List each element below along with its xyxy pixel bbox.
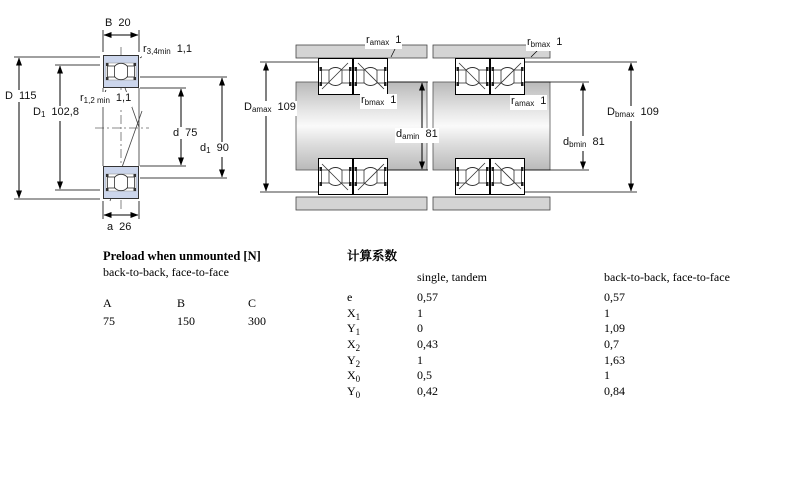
- dim-label-d: d 75: [173, 127, 198, 139]
- preload-table-title: Preload when unmounted [N]: [103, 249, 261, 263]
- housing-bottom: [296, 197, 427, 210]
- calc-table-header-row: [347, 270, 787, 290]
- preload-table-header-row: [103, 296, 363, 311]
- dim-label-ramax-btb: ramax 1: [366, 34, 402, 47]
- preload-value-A: 75: [103, 314, 115, 328]
- housing-bottom: [433, 197, 550, 210]
- calc-row-e: e 0,57 0,57: [347, 290, 625, 304]
- dim-label-Damax: Damax 109: [244, 101, 296, 114]
- preload-col-B: B: [177, 296, 186, 310]
- dim-label-D1: D1 102,8: [33, 106, 79, 119]
- calc-row-Y1: $Y_1$ 0 1,09: [347, 321, 625, 338]
- preload-col-A: A: [103, 296, 112, 310]
- dim-label-B: B 20: [105, 17, 131, 29]
- preload-value-B: 150: [177, 314, 195, 328]
- calc-table-title: 计算系数: [347, 249, 398, 263]
- dim-label-ramax-ftf: ramax 1: [511, 95, 547, 108]
- dim-label-d1: d1 90: [200, 142, 229, 155]
- single-bearing-diagram: [14, 30, 227, 219]
- dim-label-damin: damin 81: [396, 128, 438, 141]
- calc-row-X1: $X_1$ 1 1: [347, 305, 610, 322]
- dim-label-rbmax-btb: rbmax 1: [361, 94, 397, 107]
- dim-label-a: a 26: [107, 221, 132, 233]
- calc-col-back-to-back: back-to-back, face-to-face: [604, 270, 730, 284]
- calc-row-Y2: $Y_2$ 1 1,63: [347, 352, 625, 369]
- preload-table: [103, 249, 363, 329]
- calc-col-single-tandem: single, tandem: [417, 270, 487, 284]
- preload-table-subtitle: back-to-back, face-to-face: [103, 265, 229, 279]
- dim-label-Dbmax: Dbmax 109: [607, 106, 659, 119]
- calc-row-X2: $X_2$ 0,43 0,7: [347, 337, 619, 354]
- calc-row-Y0: $Y_0$ 0,42 0,84: [347, 384, 625, 401]
- calc-row-X0: $X_0$ 0,5 1: [347, 368, 610, 385]
- preload-table-value-row: [103, 314, 363, 329]
- preload-col-C: C: [248, 296, 257, 310]
- bearing-section: [104, 167, 139, 199]
- preload-value-C: 300: [248, 314, 266, 328]
- bearing-section: [104, 56, 139, 88]
- dim-label-rbmax-ftf: rbmax 1: [527, 36, 563, 49]
- face-to-face-diagram: [433, 45, 637, 210]
- housing-top: [296, 45, 427, 58]
- calculation-factors-table: [347, 246, 787, 400]
- dim-label-r34min: r3,4min 1,1: [143, 43, 192, 56]
- dim-label-r12min: r1,2 min 1,1: [80, 92, 132, 105]
- dim-label-D: D 115: [5, 90, 37, 102]
- dim-label-dbmin: dbmin 81: [563, 136, 605, 149]
